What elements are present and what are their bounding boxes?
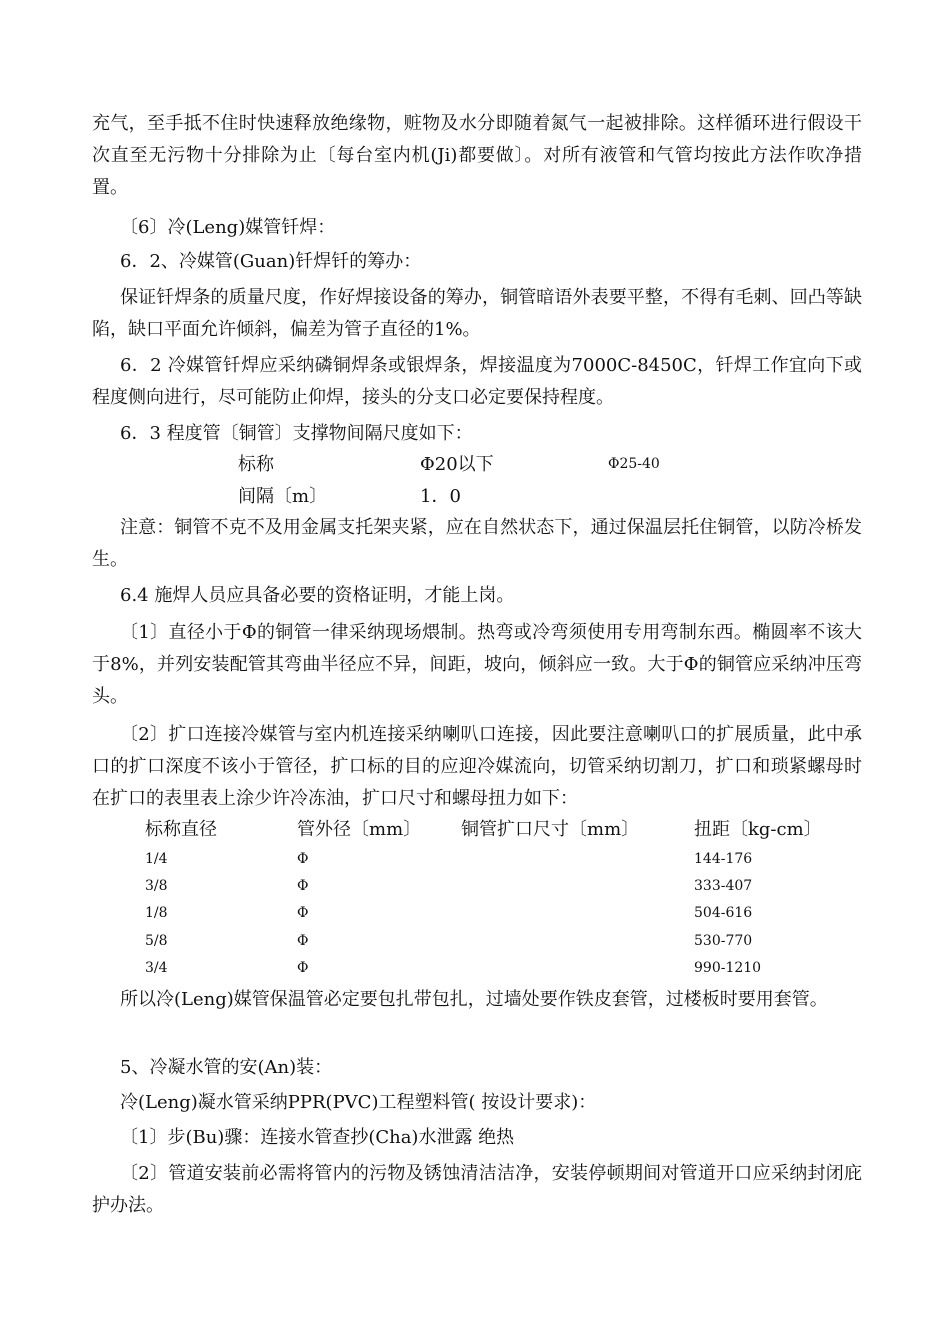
spacing-nominal-large: Φ25-40 xyxy=(608,456,660,472)
flare-header-flare-size: 铜管扩口尺寸〔mm〕 xyxy=(461,819,640,840)
table-cell: Φ xyxy=(297,905,309,921)
table-cell: 333-407 xyxy=(694,878,753,894)
table-cell: 1/8 xyxy=(145,905,168,921)
table-cell: 3/4 xyxy=(145,960,168,976)
table-cell: Φ xyxy=(297,851,309,867)
paragraph-pipe-bending: 〔1〕直径小于Φ的铜管一律采纳现场煨制。热弯或冷弯须使用专用弯制东西。椭圆率不该大于8%，并列安装配管其弯曲半径应不异，间距，坡向，倾斜应一致。大于Φ的铜管应采纳冲压弯头。 xyxy=(92,622,862,707)
table-cell: 3/8 xyxy=(145,878,168,894)
table-cell: 504-616 xyxy=(694,905,753,921)
heading-brazing-preparation: 6．2、冷媒管(Guan)钎焊钎的筹办： xyxy=(120,251,422,272)
heading-support-spacing: 6．3 程度管〔铜管〕支撑物间隔尺度如下： xyxy=(120,423,473,444)
paragraph-condensate-steps: 〔1〕步(Bu)骤：连接水管查抄(Cha)水泄露 绝热 xyxy=(120,1127,515,1148)
paragraph-clamp-note: 注意：铜管不克不及用金属支托架夹紧，应在自然状态下，通过保温层托住铜管，以防冷桥发生。 xyxy=(92,517,862,570)
paragraph-welder-certification: 6.4 施焊人员应具备必要的资格证明，才能上岗。 xyxy=(120,585,515,606)
flare-header-nominal: 标称直径 xyxy=(145,819,217,840)
paragraph-brazing-temperature: 6．2 冷媒管钎焊应采纳磷铜焊条或银焊条，焊接温度为7000C-8450C，钎焊工作宜向下或程度侧向进行，尽可能防止仰焊，接头的分支口必定要保持程度。 xyxy=(92,355,862,408)
table-cell: Φ xyxy=(297,933,309,949)
spacing-label-nominal: 标称 xyxy=(238,454,274,475)
paragraph-flare-connection: 〔2〕扩口连接冷媒管与室内机连接采纳喇叭口连接，因此要注意喇叭口的扩展质量，此中承口的扩口深度不该小于管径，扩口标的目的应迎冷媒流向，切管采纳切割刀，扩口和琐紧螺母时在扩口的表里表上涂少许冷冻油，扩口尺寸和螺母扭力如下： xyxy=(92,724,862,809)
table-cell: 5/8 xyxy=(145,933,168,949)
paragraph-condensate-material: 冷(Leng)凝水管采纳PPR(PVC)工程塑料管( 按设计要求)： xyxy=(120,1092,597,1113)
table-cell: 990-1210 xyxy=(694,960,762,976)
spacing-interval-value: 1．0 xyxy=(420,486,461,507)
table-cell: 144-176 xyxy=(694,851,753,867)
flare-header-outer-diameter: 管外径〔mm〕 xyxy=(297,819,422,840)
paragraph-purge-process: 充气，至手抵不住时快速释放绝缘物，赃物及水分即随着氮气一起被排除。这样循环进行假设干次直至无污物十分排除为止〔每台室内机(Ji)都要做〕。对所有液管和气管均按此方法作吹净措置。 xyxy=(92,113,862,198)
heading-refrigerant-brazing: 〔6〕冷(Leng)媒管钎焊： xyxy=(120,217,336,238)
heading-condensate-install: 5、冷凝水管的安(An)装： xyxy=(120,1057,333,1078)
paragraph-brazing-quality: 保证钎焊条的质量尺度，作好焊接设备的筹办，铜管暗语外表要平整，不得有毛刺、回凸等缺陷，缺口平面允许倾斜，偏差为管子直径的1%。 xyxy=(92,287,862,340)
spacing-label-interval: 间隔〔m〕 xyxy=(238,486,328,507)
table-cell: Φ xyxy=(297,878,309,894)
table-cell: 1/4 xyxy=(145,851,168,867)
table-cell: 530-770 xyxy=(694,933,753,949)
paragraph-pipe-cleaning: 〔2〕管道安装前必需将管内的污物及锈蚀清洁洁净，安装停顿期间对管道开口应采纳封闭庇护办法。 xyxy=(92,1163,862,1216)
table-cell: Φ xyxy=(297,960,309,976)
flare-header-torque: 扭距〔kg-cm〕 xyxy=(694,819,822,840)
spacing-nominal-small: Φ20以下 xyxy=(420,454,494,475)
paragraph-insulation-sleeve: 所以冷(Leng)媒管保温管必定要包扎带包扎，过墙处要作铁皮套管，过楼板时要用套管。 xyxy=(120,989,828,1010)
